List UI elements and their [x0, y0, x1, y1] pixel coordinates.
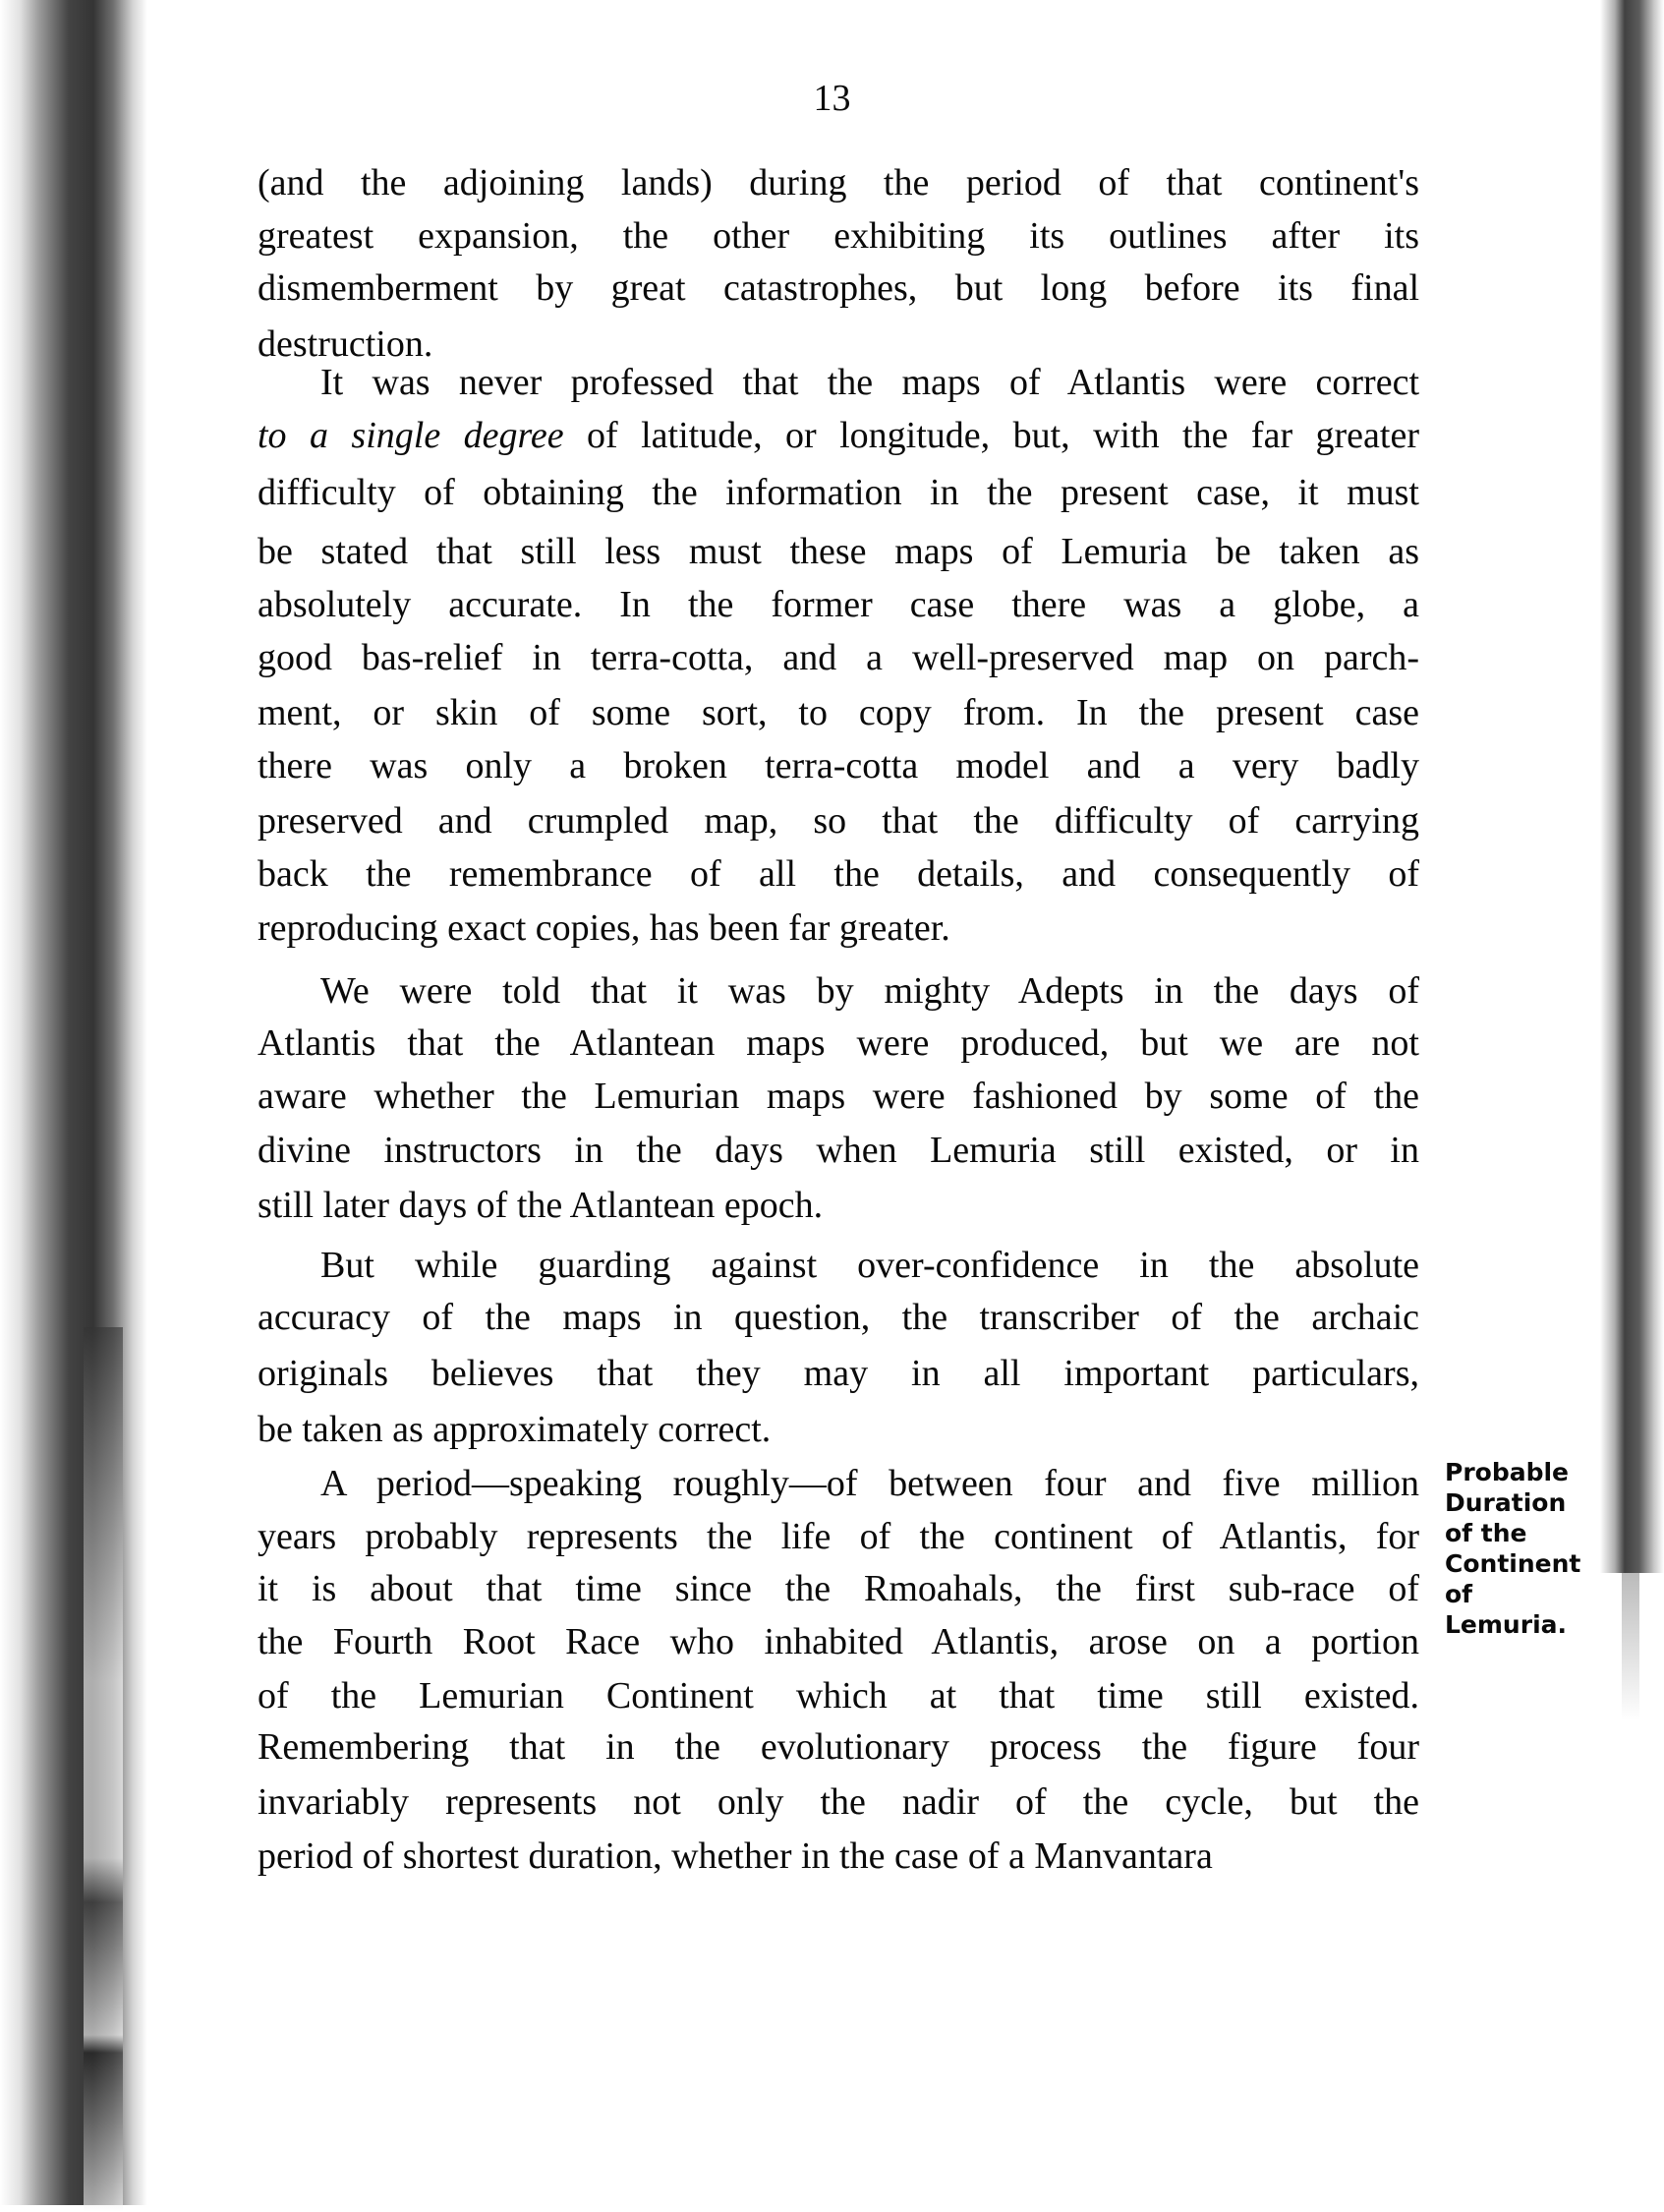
margin-note-line: of the: [1445, 1519, 1527, 1547]
text-line: of the Lemurian Continent which at that time still existed.: [258, 1675, 1419, 1717]
text-line: aware whether the Lemurian maps were fashioned by some of the: [258, 1076, 1419, 1117]
text-line: preserved and crumpled map, so that the difficulty of carrying: [258, 800, 1419, 842]
text-line: Remembering that in the evolutionary process the figure four: [258, 1726, 1419, 1768]
margin-note: [1445, 1457, 1580, 1640]
text-line: be stated that still less must these maps of Lemuria be taken as: [258, 531, 1419, 572]
margin-note-line: Continent: [1445, 1549, 1581, 1578]
text-line: absolutely accurate. In the former case there was a globe, a: [258, 584, 1419, 625]
scan-edge-left: [0, 0, 147, 2205]
text-line: destruction.: [258, 323, 433, 365]
margin-note-line: Lemuria.: [1445, 1610, 1567, 1639]
text-line: But while guarding against over-confidence in the absolute: [320, 1245, 1419, 1286]
text-line: difficulty of obtaining the information in the present case, it must: [258, 472, 1419, 513]
text-line: dismemberment by great catastrophes, but long before its final: [258, 267, 1419, 309]
text-line: years probably represents the life of the continent of Atlantis, for: [258, 1516, 1419, 1557]
text-line: divine instructors in the days when Lemuria still existed, or in: [258, 1130, 1419, 1171]
text-line: there was only a broken terra-cotta model and a very badly: [258, 745, 1419, 786]
text-segment: of latitude, or longitude, but, with the far greater: [563, 415, 1419, 456]
text-line: Atlantis that the Atlantean maps were produced, but we are not: [258, 1022, 1419, 1064]
margin-note-line: Duration: [1445, 1488, 1567, 1517]
text-line: A period—speaking roughly—of between four and five million: [320, 1463, 1419, 1504]
text-line: ment, or skin of some sort, to copy from. In the present case: [258, 692, 1419, 733]
text-line: invariably represents not only the nadir of the cycle, but the: [258, 1781, 1419, 1823]
text-line: (and the adjoining lands) during the period of that continent's: [258, 162, 1419, 204]
text-line: reproducing exact copies, has been far greater.: [258, 907, 950, 949]
text-line: the Fourth Root Race who inhabited Atlantis, arose on a portion: [258, 1621, 1419, 1662]
text-line: still later days of the Atlantean epoch.: [258, 1185, 824, 1226]
page-number: 13: [813, 78, 851, 119]
text-line: good bas-relief in terra-cotta, and a well-preserved map on parch-: [258, 637, 1419, 678]
text-line: [258, 409, 1419, 462]
margin-note-line: Probable: [1445, 1458, 1570, 1486]
emphasis-text: to a single degree: [258, 415, 564, 456]
text-line: greatest expansion, the other exhibiting its outlines after its: [258, 215, 1419, 257]
scan-edge-right-lower: [1622, 1573, 1639, 1720]
margin-note-line: of: [1445, 1580, 1473, 1608]
text-line: It was never professed that the maps of Atlantis were correct: [320, 362, 1419, 403]
text-line: back the remembrance of all the details, and consequently of: [258, 853, 1419, 895]
text-line: be taken as approximately correct.: [258, 1409, 772, 1450]
text-line: We were told that it was by mighty Adepts in the days of: [320, 970, 1419, 1012]
text-line: originals believes that they may in all important particulars,: [258, 1353, 1419, 1394]
text-line: period of shortest duration, whether in the case of a Manvantara: [258, 1835, 1213, 1877]
scan-edge-right: [1600, 0, 1664, 1573]
text-line: accuracy of the maps in question, the transcriber of the archaic: [258, 1297, 1419, 1338]
scan-edge-left-marks: [84, 1327, 123, 2212]
text-line: it is about that time since the Rmoahals, the first sub-race of: [258, 1568, 1419, 1609]
